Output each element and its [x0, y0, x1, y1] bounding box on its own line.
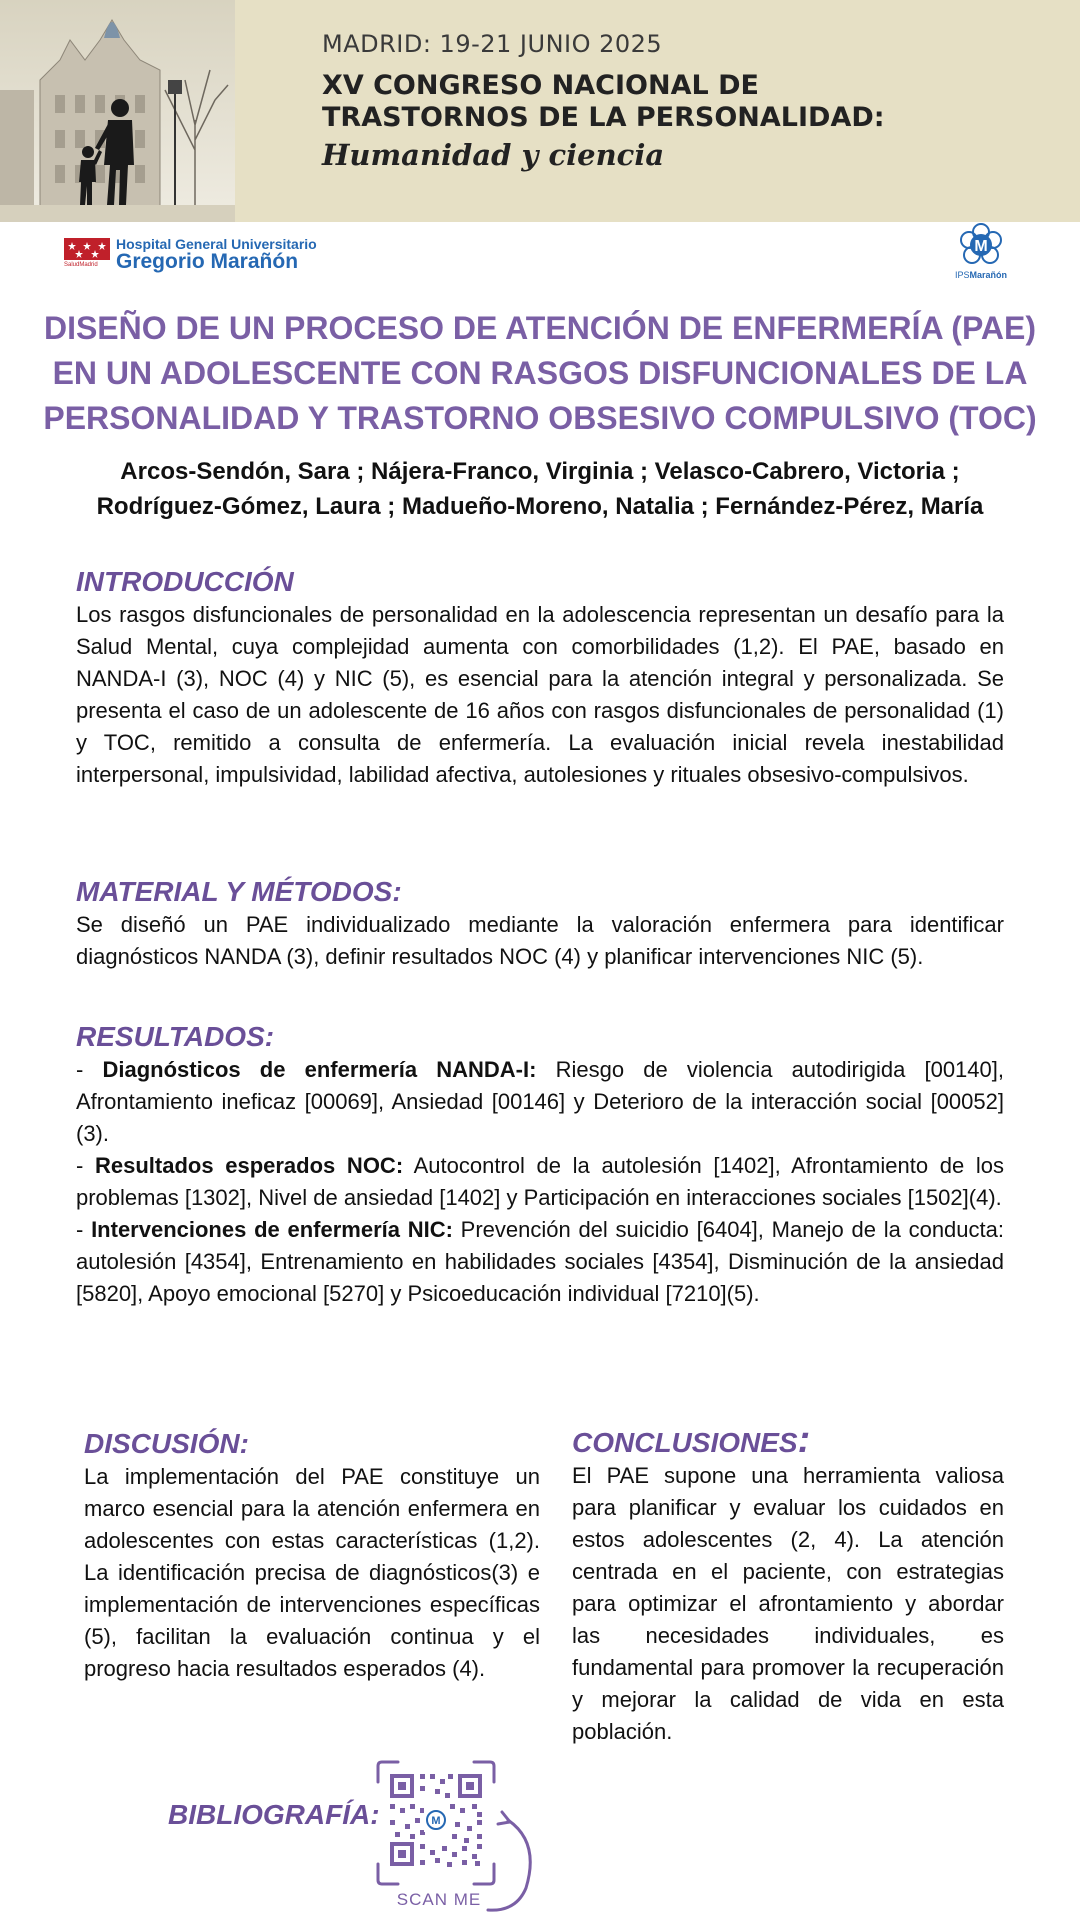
methods-section	[76, 875, 1004, 973]
ips-flower-icon	[958, 222, 1004, 270]
event-date: MADRID: 19-21 JUNIO 2025	[322, 30, 663, 58]
conclusions-heading-colon: :	[797, 1419, 811, 1461]
city-street-illustration-icon	[0, 0, 235, 222]
results-item-label: Resultados esperados NOC:	[94, 1153, 404, 1178]
ips-name: Marañón	[969, 270, 1008, 280]
results-heading: RESULTADOS:	[76, 1021, 275, 1052]
author-line: Rodríguez-Gómez, Laura ; Madueño-Moreno, Natalia ; Fernández-Pérez, María	[96, 493, 984, 520]
ips-prefix: IPS	[954, 270, 970, 280]
poster-title-line: EN UN ADOLESCENTE CON RASGOS DISFUNCIONALES DE LA	[52, 355, 1028, 391]
methods-text: Se diseñó un PAE individualizado mediante la valoración enfermera para identificar diagnósticos NANDA (3), definir resultados NOC (4) y planificar intervenciones NIC (5).	[76, 912, 1004, 969]
event-title-line: XV CONGRESO NACIONAL DE	[322, 70, 759, 101]
poster-title-line: PERSONALIDAD Y TRASTORNO OBSESIVO COMPULSIVO (TOC)	[43, 400, 1037, 436]
results-item-noc: - Resultados esperados NOC: Autocontrol de la autolesión [1402], Afrontamiento de los problemas [1302], Nivel de ansiedad [1402] y Participación en interacciones sociales [1502](4).	[76, 1153, 1004, 1210]
introduction-text: Los rasgos disfuncionales de personalidad en la adolescencia representan un desafío para la Salud Mental, cuya complejidad aumenta con comorbilidades (1,2). El PAE, basado en NANDA-I (3), NOC (4) y NIC (5), es esencial para la atención integral y personalizada. Se presenta el caso de un adolescente de 16 años con rasgos disfuncionales de personalidad (1) y TOC, remitido a consulta de enfermería. La evaluación inicial revela inestabilidad interpersonal, impulsividad, labilidad afectiva, autolesiones y rituales obsesivo-compulsivos.	[76, 602, 1004, 787]
conclusions-section	[572, 1419, 1004, 1748]
hospital-name-line1: Hospital General Universitario	[116, 236, 317, 252]
event-title-line: TRASTORNOS DE LA PERSONALIDAD:	[322, 102, 885, 133]
svg-text:M: M	[431, 1815, 441, 1827]
conclusions-text: El PAE supone una herramienta valiosa para planificar y evaluar los cuidados en estos adolescentes (2, 4). La atención centrada en el paciente, con estrategias para optimizar el afrontamiento y abordar las necesidades individuales, es fundamental para promover la recuperación y mejorar la calidad de vida en esta población.	[572, 1463, 1004, 1744]
introduction-section	[76, 565, 1004, 791]
poster-title	[40, 306, 1040, 441]
author-list	[40, 454, 1040, 524]
results-section	[76, 1020, 1004, 1310]
discussion-text: La implementación del PAE constituye un marco esencial para la atención enfermera en adolescentes con estas características (1,2). La identificación precisa de diagnósticos(3) e implementación de intervenciones específicas (5), facilitan la evaluación continua y el progreso hacia resultados esperados (4).	[84, 1464, 540, 1681]
results-item-nic: - Intervenciones de enfermería NIC: Prevención del suicidio [6404], Manejo de la conducta: autolesión [4354], Entrenamiento en habilidades sociales [4354], Disminución de la ansiedad [5820], Apoyo emocional [5270] y Psicoeducación individual [7210](5).	[76, 1217, 1004, 1306]
salud-madrid-label: SaludMadrid	[64, 262, 98, 268]
results-item-label: Diagnósticos de enfermería NANDA-I:	[102, 1057, 537, 1082]
svg-text:M: M	[974, 238, 988, 255]
introduction-heading: INTRODUCCIÓN	[76, 566, 294, 597]
methods-heading: MATERIAL Y MÉTODOS:	[76, 876, 402, 907]
congress-banner	[0, 0, 1080, 222]
ips-maranon-logo	[948, 220, 1014, 284]
poster-title-line: DISEÑO DE UN PROCESO DE ATENCIÓN DE ENFERMERÍA (PAE)	[43, 310, 1037, 346]
results-item-text: Prevención del suicidio [6404], Manejo de la conducta: autolesión [4354], Entrenamiento en habilidades sociales [4354], Disminución de la ansiedad [5820], Apoyo emocional [5270] y Psicoeducación individual [7210](5).	[76, 1217, 1004, 1306]
discussion-section	[84, 1427, 540, 1685]
results-item-nanda: - Diagnósticos de enfermería NANDA-I: Riesgo de violencia autodirigida [00140], Afrontamiento ineficaz [00069], Ansiedad [00146] y Deterioro de la interacción social [00052](3).	[76, 1057, 1004, 1146]
results-item-text: Autocontrol de la autolesión [1402], Afrontamiento de los problemas [1302], Nivel de ansiedad [1402] y Participación en interacciones sociales [1502](4).	[76, 1153, 1004, 1210]
results-item-label: Intervenciones de enfermería NIC:	[91, 1217, 453, 1242]
author-line: Arcos-Sendón, Sara ; Nájera-Franco, Virginia ; Velasco-Cabrero, Victoria ;	[120, 458, 960, 485]
conclusions-heading-text: CONCLUSIONES	[572, 1427, 798, 1458]
results-item-text: Riesgo de violencia autodirigida [00140], Afrontamiento ineficaz [00069], Ansiedad [00146] y Deterioro de la interacción social [00052](3).	[76, 1057, 1004, 1146]
banner-text-block	[322, 30, 922, 172]
bibliography-label: BIBLIOGRAFÍA:	[168, 1799, 380, 1830]
hospital-name-line2: Gregorio Marañón	[116, 250, 299, 273]
conclusions-heading	[572, 1419, 1004, 1461]
event-subtitle: Humanidad y ciencia	[322, 138, 665, 172]
discussion-heading: DISCUSIÓN:	[84, 1428, 249, 1459]
event-title	[322, 70, 922, 134]
ips-logo-label	[948, 270, 1014, 280]
scan-me-label: SCAN ME	[396, 1890, 482, 1909]
